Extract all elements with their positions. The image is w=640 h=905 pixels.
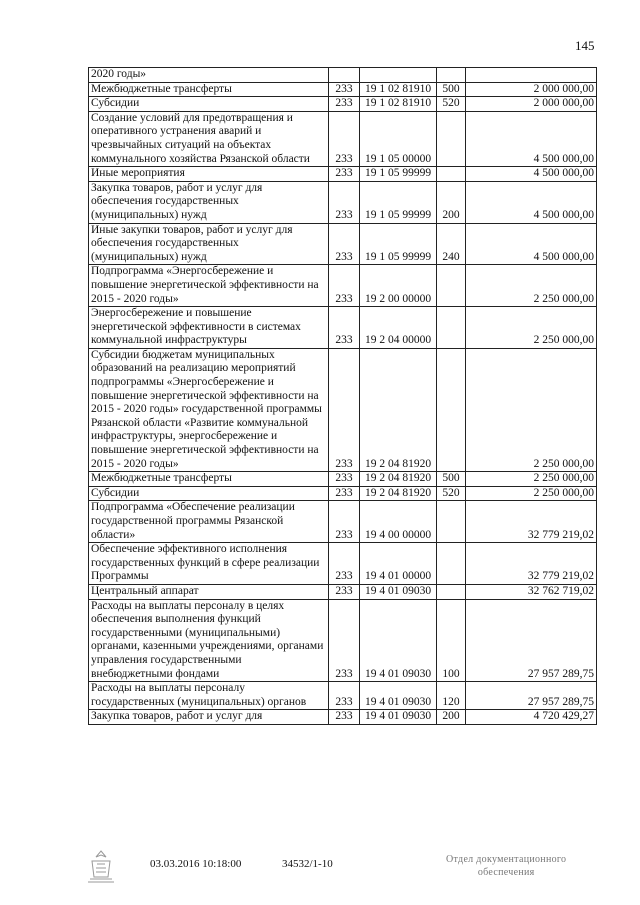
row-code: 233 [329, 348, 360, 471]
row-code: 233 [329, 584, 360, 599]
table-row [89, 181, 597, 223]
row-vr [437, 501, 466, 543]
row-vr [437, 265, 466, 307]
row-vr [437, 111, 466, 166]
row-sum: 2 250 000,00 [466, 265, 597, 307]
row-csr: 19 1 05 99999 [360, 223, 437, 265]
budget-table-body [89, 68, 597, 725]
stamp-line-1: Отдел документационного [446, 854, 567, 865]
row-code: 233 [329, 682, 360, 710]
table-row [89, 486, 597, 501]
row-code: 233 [329, 82, 360, 97]
row-sum: 27 957 289,75 [466, 682, 597, 710]
row-name: Закупка товаров, работ и услуг для обеспечения государственных (муниципальных) нужд [89, 181, 329, 223]
row-code: 233 [329, 97, 360, 112]
table-row [89, 682, 597, 710]
row-sum: 4 720 429,27 [466, 710, 597, 725]
row-csr: 19 2 04 81920 [360, 348, 437, 471]
table-row [89, 265, 597, 307]
row-name: Расходы на выплаты персоналу в целях обеспечения выполнения функций государственными (муниципальными) органами, казенными учреждениями, органами управления государственными внебюджетными фондами [89, 599, 329, 682]
row-name: Иные мероприятия [89, 167, 329, 182]
row-csr: 19 1 05 00000 [360, 111, 437, 166]
row-sum: 4 500 000,00 [466, 167, 597, 182]
row-sum: 2 000 000,00 [466, 82, 597, 97]
row-code [329, 68, 360, 83]
row-vr [437, 68, 466, 83]
row-name: Межбюджетные трансферты [89, 472, 329, 487]
table-row [89, 501, 597, 543]
row-code: 233 [329, 223, 360, 265]
row-sum: 32 779 219,02 [466, 501, 597, 543]
row-csr: 19 4 00 00000 [360, 501, 437, 543]
budget-table [88, 67, 597, 725]
table-row [89, 82, 597, 97]
row-vr: 240 [437, 223, 466, 265]
row-vr: 200 [437, 181, 466, 223]
table-row [89, 543, 597, 585]
row-name: Подпрограмма «Обеспечение реализации государственной программы Рязанской области» [89, 501, 329, 543]
row-code: 233 [329, 710, 360, 725]
table-row [89, 710, 597, 725]
row-sum [466, 68, 597, 83]
row-name: 2020 годы» [89, 68, 329, 83]
footer-date: 03.03.2016 10:18:00 [150, 858, 242, 870]
row-csr: 19 4 01 00000 [360, 543, 437, 585]
department-stamp [446, 853, 566, 879]
row-vr [437, 307, 466, 349]
row-sum: 4 500 000,00 [466, 111, 597, 166]
row-code: 233 [329, 111, 360, 166]
row-name: Подпрограмма «Энергосбережение и повышение энергетической эффективности на 2015 - 2020 годы» [89, 265, 329, 307]
row-sum: 4 500 000,00 [466, 223, 597, 265]
row-name: Создание условий для предотвращения и оперативного устранения аварий и чрезвычайных ситуаций на объектах коммунального хозяйства Рязанской области [89, 111, 329, 166]
table-row [89, 307, 597, 349]
row-sum: 32 762 719,02 [466, 584, 597, 599]
row-csr: 19 4 01 09030 [360, 599, 437, 682]
table-row [89, 599, 597, 682]
row-name: Расходы на выплаты персоналу государственных (муниципальных) органов [89, 682, 329, 710]
table-row [89, 223, 597, 265]
row-code: 233 [329, 472, 360, 487]
row-code: 233 [329, 307, 360, 349]
table-row [89, 472, 597, 487]
row-sum: 2 000 000,00 [466, 97, 597, 112]
row-sum: 2 250 000,00 [466, 486, 597, 501]
row-vr: 520 [437, 486, 466, 501]
row-vr: 200 [437, 710, 466, 725]
row-name: Центральный аппарат [89, 584, 329, 599]
row-csr: 19 1 02 81910 [360, 82, 437, 97]
row-csr: 19 4 01 09030 [360, 710, 437, 725]
row-code: 233 [329, 599, 360, 682]
row-vr: 500 [437, 82, 466, 97]
row-code: 233 [329, 181, 360, 223]
footer-doc-id: 34532/1-10 [282, 858, 333, 870]
row-csr: 19 4 01 09030 [360, 682, 437, 710]
row-name: Энергосбережение и повышение энергетической эффективности в системах коммунальной инфраструктуры [89, 307, 329, 349]
row-csr: 19 1 05 99999 [360, 167, 437, 182]
row-name: Субсидии [89, 97, 329, 112]
row-csr: 19 2 04 81920 [360, 486, 437, 501]
row-name: Межбюджетные трансферты [89, 82, 329, 97]
stamp-line-2: обеспечения [477, 867, 535, 878]
row-name: Субсидии бюджетам муниципальных образований на реализацию мероприятий подпрограммы «Энергосбережение и повышение энергетической эффективности на 2015 - 2020 годы» государственной программы Рязанской области «Развитие коммунальной инфраструктуры, энергосбережение и повышение энергетической эффективности на 2015 - 2020 годы» [89, 348, 329, 471]
table-row [89, 97, 597, 112]
row-vr: 120 [437, 682, 466, 710]
row-csr: 19 2 04 00000 [360, 307, 437, 349]
table-row [89, 111, 597, 166]
row-vr [437, 167, 466, 182]
row-name: Иные закупки товаров, работ и услуг для обеспечения государственных (муниципальных) нужд [89, 223, 329, 265]
row-csr: 19 1 05 99999 [360, 181, 437, 223]
row-name: Субсидии [89, 486, 329, 501]
row-sum: 27 957 289,75 [466, 599, 597, 682]
row-csr: 19 4 01 09030 [360, 584, 437, 599]
table-row [89, 68, 597, 83]
row-sum: 4 500 000,00 [466, 181, 597, 223]
row-sum: 2 250 000,00 [466, 307, 597, 349]
row-csr [360, 68, 437, 83]
row-csr: 19 2 00 00000 [360, 265, 437, 307]
row-code: 233 [329, 265, 360, 307]
page-number: 145 [575, 38, 595, 53]
row-csr: 19 2 04 81920 [360, 472, 437, 487]
table-row [89, 167, 597, 182]
row-code: 233 [329, 167, 360, 182]
row-code: 233 [329, 501, 360, 543]
row-sum: 2 250 000,00 [466, 472, 597, 487]
emblem-icon [84, 849, 118, 885]
row-name: Обеспечение эффективного исполнения государственных функций в сфере реализации Программы [89, 543, 329, 585]
row-vr: 520 [437, 97, 466, 112]
row-vr: 100 [437, 599, 466, 682]
row-vr [437, 584, 466, 599]
row-vr [437, 348, 466, 471]
table-row [89, 584, 597, 599]
row-name: Закупка товаров, работ и услуг для [89, 710, 329, 725]
row-vr: 500 [437, 472, 466, 487]
table-row [89, 348, 597, 471]
row-csr: 19 1 02 81910 [360, 97, 437, 112]
row-code: 233 [329, 543, 360, 585]
row-vr [437, 543, 466, 585]
row-sum: 2 250 000,00 [466, 348, 597, 471]
row-code: 233 [329, 486, 360, 501]
row-sum: 32 779 219,02 [466, 543, 597, 585]
